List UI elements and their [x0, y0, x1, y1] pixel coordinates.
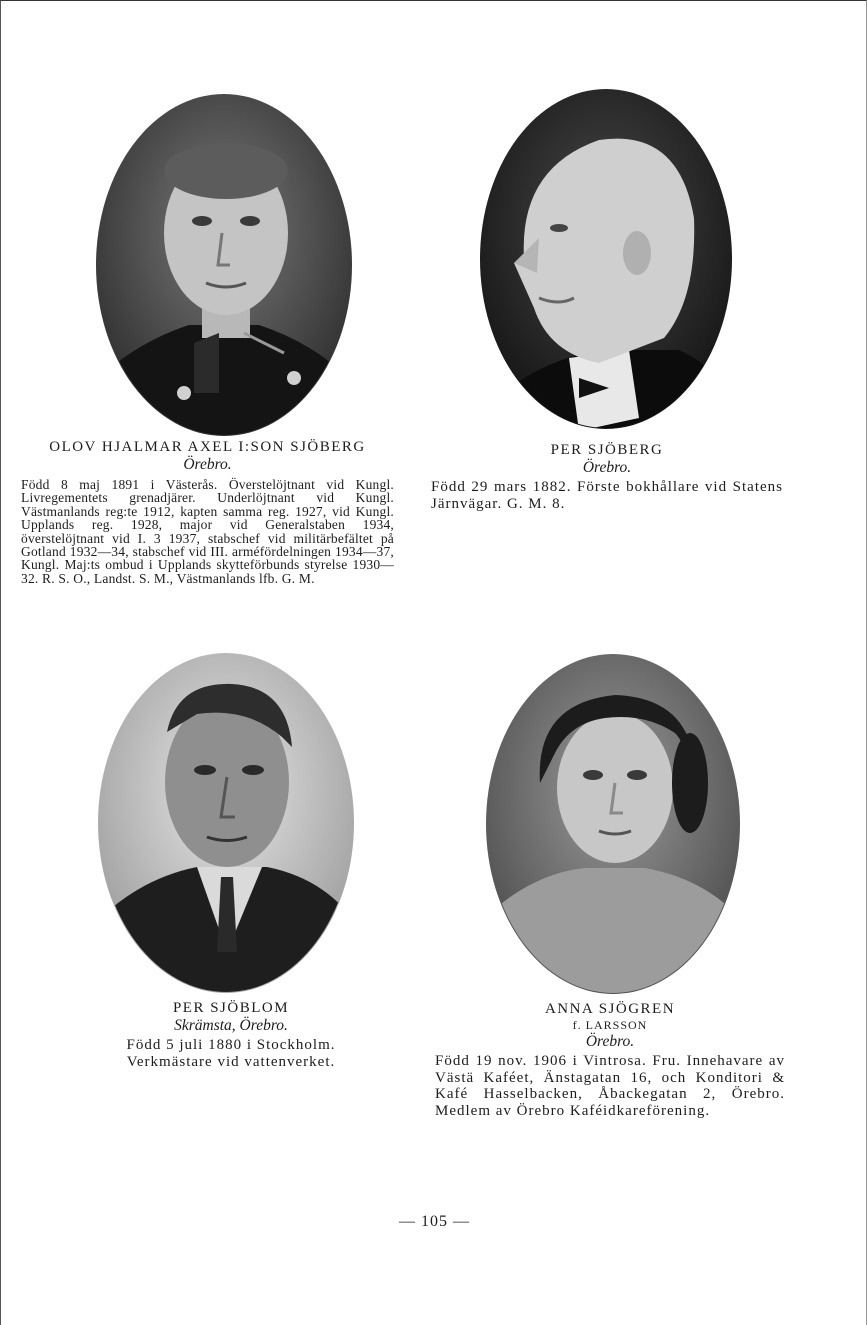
entry-bio: Född 5 juli 1880 i Stockholm. Verkmästare vid vattenverket.: [126, 1037, 336, 1070]
entry-name: PER SJÖBLOM: [172, 1000, 290, 1016]
entry-name: ANNA SJÖGREN: [544, 1001, 676, 1017]
entry-per-sjoberg: [431, 442, 783, 512]
entry-olov-sjoberg: [21, 439, 394, 585]
entry-place: Örebro.: [585, 1033, 635, 1050]
portrait-anna-sjogren: [485, 653, 741, 996]
entry-bio: Född 29 mars 1882. Förste bokhållare vid Statens Järnvägar. G. M. 8.: [431, 479, 783, 512]
entry-place: Skrämsta, Örebro.: [174, 1017, 288, 1034]
entry-name: PER SJÖBERG: [550, 442, 664, 458]
portrait-olov-sjoberg: [94, 93, 354, 438]
entry-place: Örebro.: [183, 456, 232, 473]
entry-name: OLOV HJALMAR AXEL I:SON SJÖBERG: [49, 439, 366, 455]
entry-anna-sjogren: [435, 1001, 785, 1119]
entry-maiden-name: f. LARSSON: [572, 1018, 648, 1032]
entry-per-sjoblom: [91, 1000, 371, 1070]
page-number: — 105 —: [399, 1213, 470, 1230]
portrait-per-sjoberg: [479, 88, 734, 431]
entry-bio: Född 8 maj 1891 i Västerås. Överstelöjtnant vid Kungl. Livregementets grenadjärer. Underlöjtnant vid Kungl. Västmanlands reg:te 1912, kapten samma reg. 1927, vid Kungl. Upplands reg. 1928, major vid Generalstaben 1934, överstelöjtnant vid I. 3 1937, stabschef vid militärbefältet på Gotland 1932—34, stabschef vid III. arméfördelningen 1934—37, Kungl. Maj:ts ombud i Upplands skytteförbunds styrelse 1930—32. R. S. O., Landst. S. M., Västmanlands lfb. G. M.: [21, 477, 394, 586]
portrait-per-sjoblom: [97, 652, 355, 994]
entry-bio: Född 19 nov. 1906 i Vintrosa. Fru. Innehavare av Västä Kaféet, Änstagatan 16, och Konditori & Kafé Hasselbacken, Åbackegatan 2, Örebro. Medlem av Örebro Kaféidkareförening.: [435, 1053, 785, 1119]
entry-place: Örebro.: [582, 459, 632, 476]
